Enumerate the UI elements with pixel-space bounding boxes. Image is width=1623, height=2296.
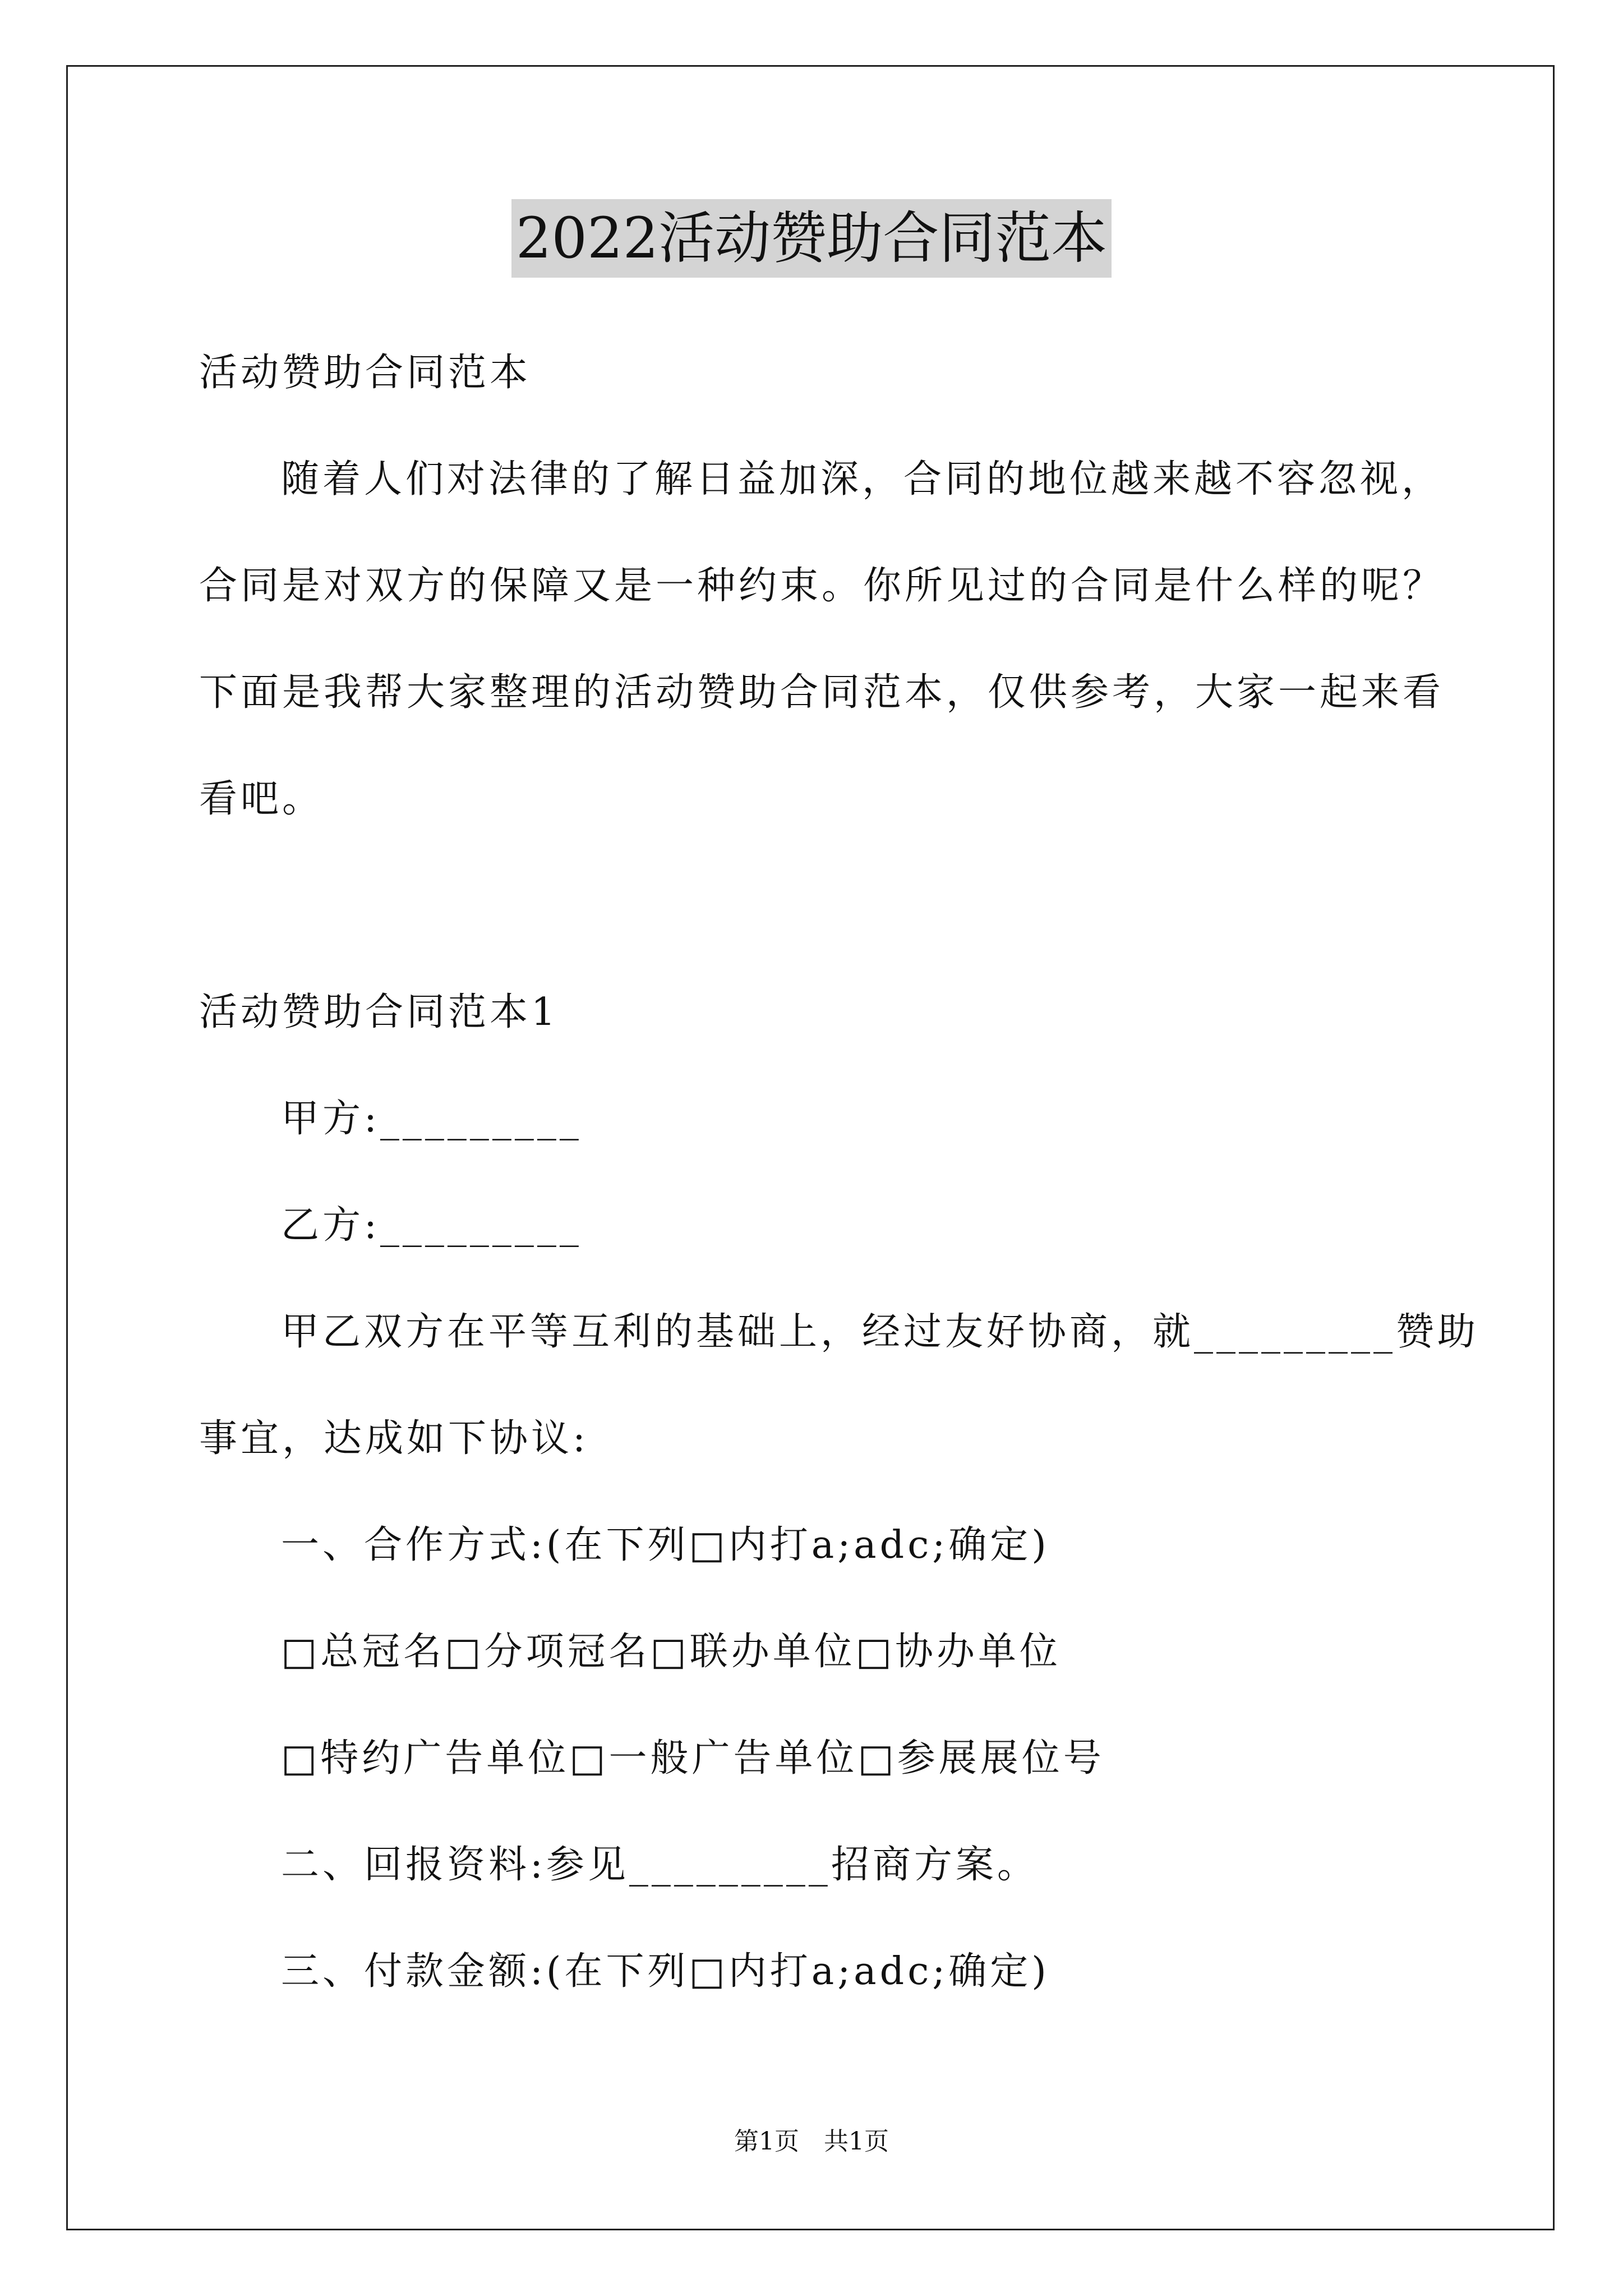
intro-line-4: 看吧。 xyxy=(199,777,324,821)
intro-line-1: 随着人们对法律的了解日益加深，合同的地位越来越不容忽视， xyxy=(281,457,1444,501)
clause-3-heading: 三、付款金额:(在下列□内打a;adc;确定) xyxy=(281,1949,1050,1994)
page-footer: 第1页 共1页 xyxy=(734,2127,889,2156)
document-title: 2022活动赞助合同范本 xyxy=(511,199,1112,278)
agreement-line-1: 甲乙双方在平等互利的基础上，经过友好协商，就_________赞助 xyxy=(281,1310,1479,1354)
subtitle-line: 活动赞助合同范本 xyxy=(199,351,532,395)
agreement-line-2: 事宜，达成如下协议: xyxy=(199,1416,589,1461)
party-b-line: 乙方:_________ xyxy=(281,1203,582,1248)
party-a-line: 甲方:_________ xyxy=(281,1097,582,1141)
clause-2-line: 二、回报资料:参见_________招商方案。 xyxy=(281,1843,1039,1887)
title-container xyxy=(0,199,1623,278)
clause-1-heading: 一、合作方式:(在下列□内打a;adc;确定) xyxy=(281,1523,1050,1567)
clause-1-options-2: □特约广告单位□一般广告单位□参展展位号 xyxy=(281,1736,1105,1780)
intro-line-3: 下面是我帮大家整理的活动赞助合同范本，仅供参考，大家一起来看 xyxy=(199,670,1445,715)
clause-1-options-1: □总冠名□分项冠名□联办单位□协办单位 xyxy=(281,1630,1061,1674)
intro-line-2: 合同是对双方的保障又是一种约束。你所见过的合同是什么样的呢？ xyxy=(199,564,1445,608)
section-heading: 活动赞助合同范本1 xyxy=(199,990,559,1034)
